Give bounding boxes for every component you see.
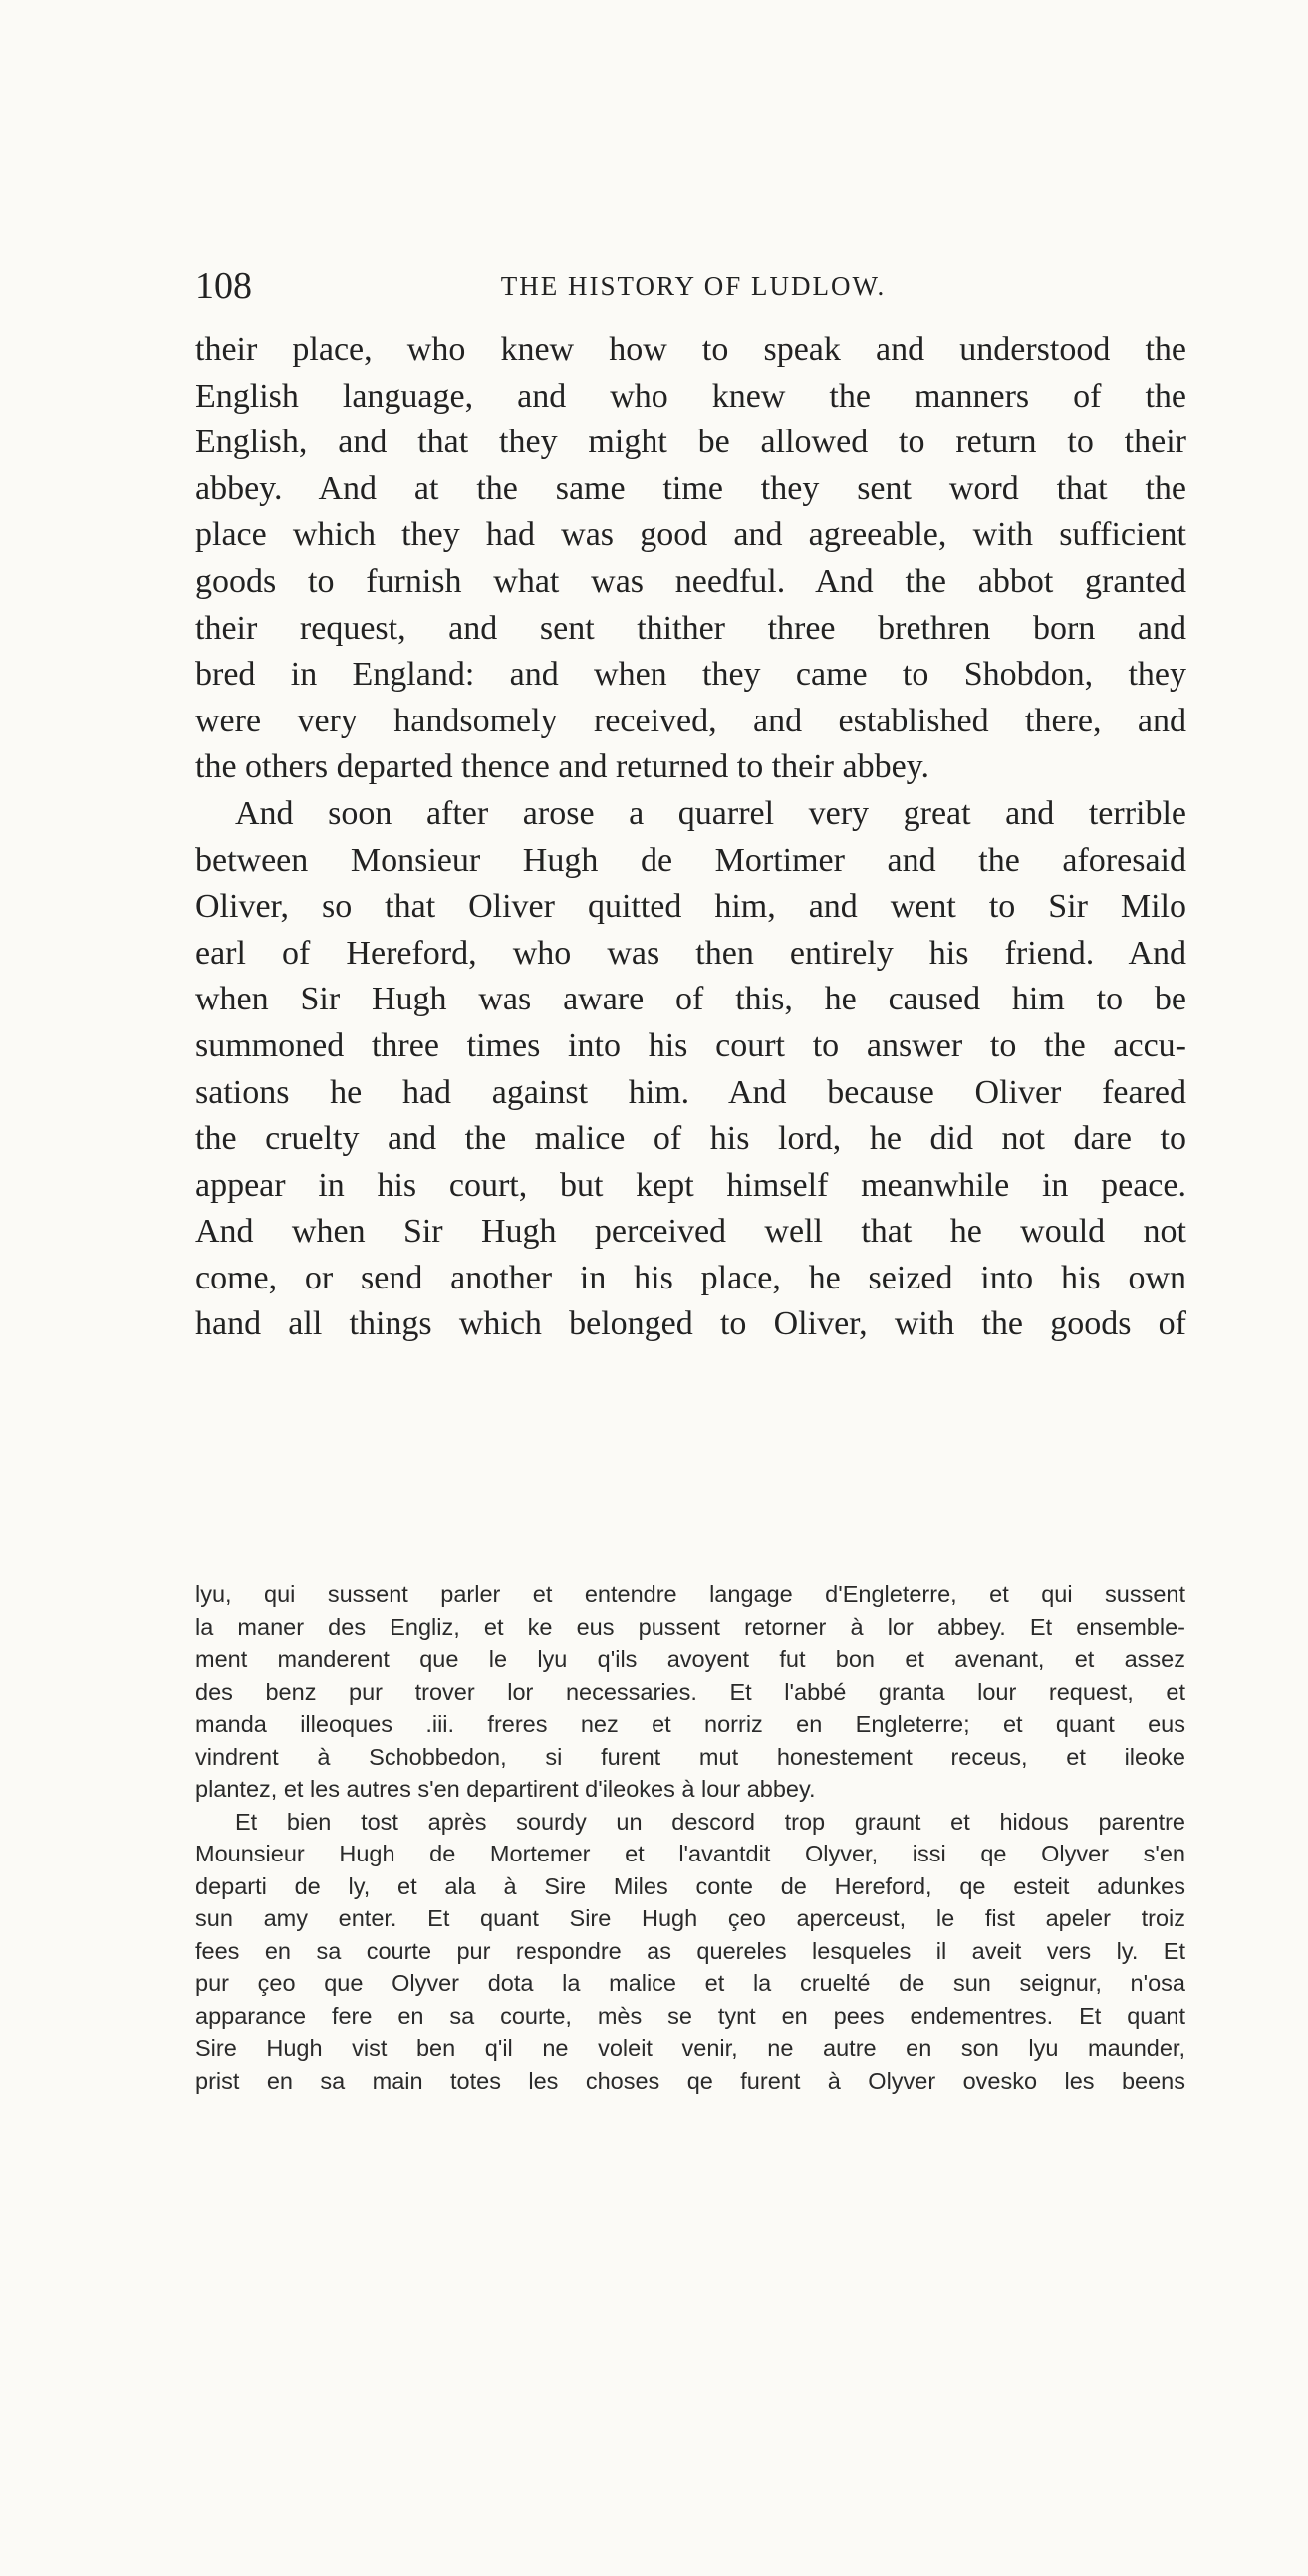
text-line: place which they had was good and agreeable, with sufficient bbox=[195, 516, 1186, 554]
text-line: And soon after arose a quarrel very great and terrible bbox=[235, 794, 1186, 832]
text-line: hand all things which belonged to Oliver, with the goods of bbox=[195, 1305, 1186, 1343]
footnote-line: manda illeoques .iii. freres nez et norriz en Engleterre; et quant eus bbox=[195, 1711, 1185, 1737]
footnote-line: la maner des Engliz, et ke eus pussent retorner à lor abbey. Et ensemble- bbox=[195, 1613, 1185, 1640]
footnote-line: apparance fere en sa courte, mès se tynt en pees endementres. Et quant bbox=[195, 2002, 1185, 2029]
text-line: goods to furnish what was needful. And the abbot granted bbox=[195, 562, 1186, 600]
footnote-line: prist en sa main totes les choses qe furent à Olyver ovesko les beens bbox=[195, 2067, 1185, 2094]
text-line: abbey. And at the same time they sent word that the bbox=[195, 469, 1186, 507]
footnote-line: lyu, qui sussent parler et entendre langage d'Engleterre, et qui sussent bbox=[195, 1581, 1185, 1607]
text-line: And when Sir Hugh perceived well that he would not bbox=[195, 1213, 1186, 1251]
footnote-line: Sire Hugh vist ben q'il ne voleit venir, ne autre en son lyu maunder, bbox=[195, 2035, 1185, 2061]
main-text bbox=[195, 327, 1186, 1348]
page-number: 108 bbox=[195, 265, 252, 307]
footnote-line: fees en sa courte pur respondre as quereles lesqueles il aveit vers ly. Et bbox=[195, 1937, 1185, 1964]
text-line: the others departed thence and returned to their abbey. bbox=[195, 748, 929, 786]
footnote-line: sun amy enter. Et quant Sire Hugh çeo aperceust, le fist apeler troiz bbox=[195, 1905, 1185, 1931]
text-line: when Sir Hugh was aware of this, he caused him to be bbox=[195, 981, 1186, 1018]
text-line: Oliver, so that Oliver quitted him, and went to Sir Milo bbox=[195, 888, 1186, 926]
text-line: English, and that they might be allowed to return to their bbox=[195, 424, 1186, 461]
footnote-line: plantez, et les autres s'en departirent d'ileokes à lour abbey. bbox=[195, 1776, 816, 1802]
text-line: earl of Hereford, who was then entirely his friend. And bbox=[195, 934, 1186, 972]
text-line: between Monsieur Hugh de Mortimer and the aforesaid bbox=[195, 841, 1186, 879]
footnote-line: departi de ly, et ala à Sire Miles conte de Hereford, qe esteit adunkes bbox=[195, 1872, 1185, 1899]
text-line: were very handsomely received, and established there, and bbox=[195, 702, 1186, 739]
text-line: the cruelty and the malice of his lord, he did not dare to bbox=[195, 1120, 1186, 1158]
running-title: THE HISTORY OF LUDLOW. bbox=[500, 271, 887, 301]
text-line: their place, who knew how to speak and understood the bbox=[195, 331, 1186, 368]
text-line: English language, and who knew the manners of the bbox=[195, 377, 1186, 415]
text-line: come, or send another in his place, he seized into his own bbox=[195, 1259, 1186, 1296]
footnote-line: ment manderent que le lyu q'ils avoyent fut bon et avenant, et assez bbox=[195, 1646, 1185, 1672]
text-line: summoned three times into his court to answer to the accu- bbox=[195, 1026, 1186, 1064]
footnote-text bbox=[195, 1578, 1185, 2097]
text-line: sations he had against him. And because Oliver feared bbox=[195, 1073, 1186, 1111]
text-line: bred in England: and when they came to Shobdon, they bbox=[195, 656, 1186, 694]
footnote-line: vindrent à Schobbedon, si furent mut honestement receus, et ileoke bbox=[195, 1743, 1185, 1770]
footnote-line: pur çeo que Olyver dota la malice et la cruelté de sun seignur, n'osa bbox=[195, 1970, 1185, 1996]
text-line: their request, and sent thither three brethren born and bbox=[195, 609, 1186, 647]
footnote-line: Et bien tost après sourdy un descord trop graunt et hidous parentre bbox=[235, 1808, 1185, 1835]
footnote-line: Mounsieur Hugh de Mortemer et l'avantdit Olyver, issi qe Olyver s'en bbox=[195, 1841, 1185, 1866]
footnote-line: des benz pur trover lor necessaries. Et l'abbé granta lour request, et bbox=[195, 1678, 1185, 1705]
text-line: appear in his court, but kept himself meanwhile in peace. bbox=[195, 1166, 1186, 1204]
page-header bbox=[195, 261, 1191, 311]
